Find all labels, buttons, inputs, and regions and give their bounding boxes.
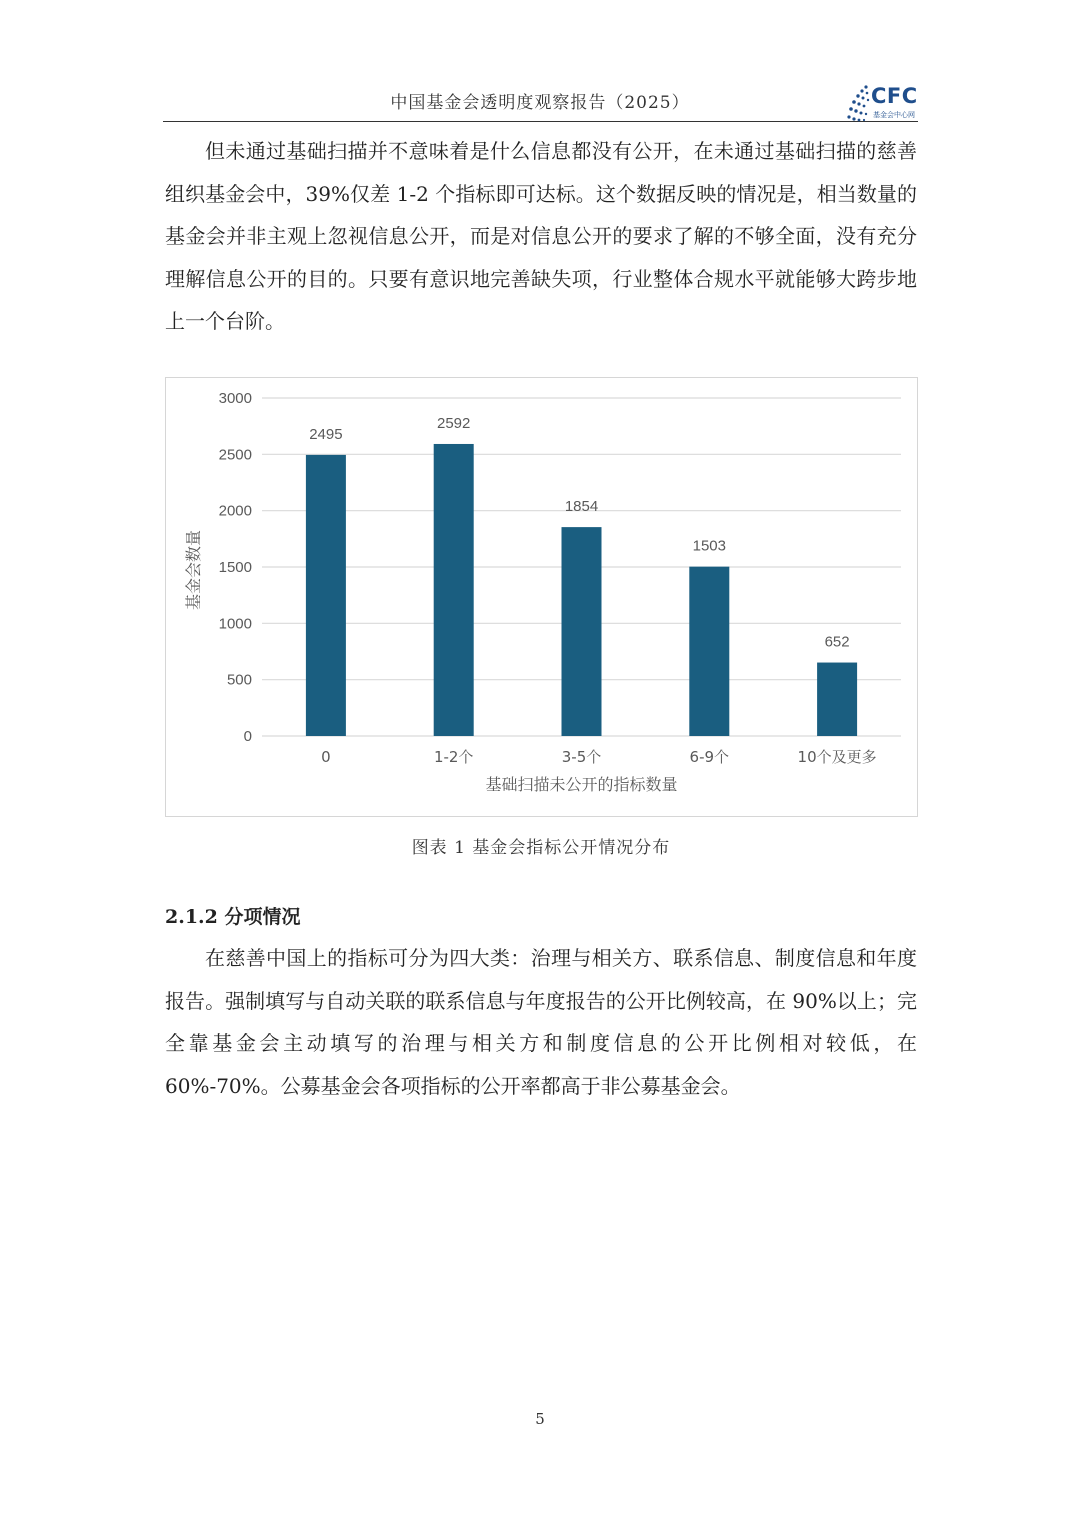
x-tick-label: 6-9个: [689, 748, 730, 766]
bar: [306, 455, 346, 736]
bar: [562, 527, 602, 736]
logo-text: CFC: [871, 84, 918, 108]
report-title: 中国基金会透明度观察报告（2025）: [390, 93, 690, 113]
y-tick-label: 1500: [218, 559, 252, 576]
header-divider: [163, 121, 918, 122]
y-tick-label: 1000: [218, 615, 252, 633]
logo-subtext: 基金会中心网: [873, 111, 915, 119]
x-tick-label: 0: [321, 748, 331, 766]
bar-chart-container: [165, 377, 918, 817]
cfc-logo: [846, 76, 922, 124]
y-tick-label: 500: [226, 671, 252, 689]
x-axis-title: 基础扫描未公开的指标数量: [485, 775, 678, 794]
x-tick-label: 10个及更多: [797, 748, 877, 766]
x-tick-label: 1-2个: [433, 748, 474, 766]
section-heading: 2.1.2 分项情况: [165, 906, 301, 928]
paragraph-itemized: 在慈善中国上的指标可分为四大类：治理与相关方、联系信息、制度信息和年度报告。强制填写与自动关联的联系信息与年度报告的公开比例较高，在 90%以上；完全靠基金会主动填写的治理与相关方和制度信息的公开比例相对较低，在 60%-70%。公募基金会各项指标的公开率都高于非公募基金会。: [165, 946, 917, 1098]
bar: [434, 444, 474, 736]
bar-chart: [166, 378, 917, 816]
bar: [689, 567, 729, 736]
data-label: 2495: [309, 425, 343, 443]
bar: [817, 663, 857, 736]
y-tick-label: 0: [243, 728, 252, 745]
y-tick-label: 2000: [218, 502, 252, 520]
data-label: 1854: [564, 498, 599, 516]
x-tick-label: 3-5个: [561, 748, 602, 766]
page-number: 5: [535, 1410, 545, 1428]
y-tick-label: 3000: [218, 390, 252, 407]
data-label: 1503: [692, 537, 726, 555]
figure-caption: 图表 1 基金会指标公开情况分布: [411, 838, 671, 858]
data-label: 2592: [437, 414, 471, 432]
paragraph-scan-analysis: 但未通过基础扫描并不意味着是什么信息都没有公开，在未通过基础扫描的慈善组织基金会中，39%仅差 1-2 个指标即可达标。这个数据反映的情况是，相当数量的基金会并非主观上忽视信息公开，而是对信息公开的要求了解的不够全面，没有充分理解信息公开的目的。只要有意识地完善缺失项，行业整体合规水平就能够大跨步地上一个台阶。: [165, 139, 917, 333]
y-tick-label: 2500: [218, 446, 252, 464]
logo-dots-icon: [846, 84, 872, 122]
data-label: 652: [824, 633, 850, 651]
y-axis-title: 基金会数量: [184, 529, 203, 611]
